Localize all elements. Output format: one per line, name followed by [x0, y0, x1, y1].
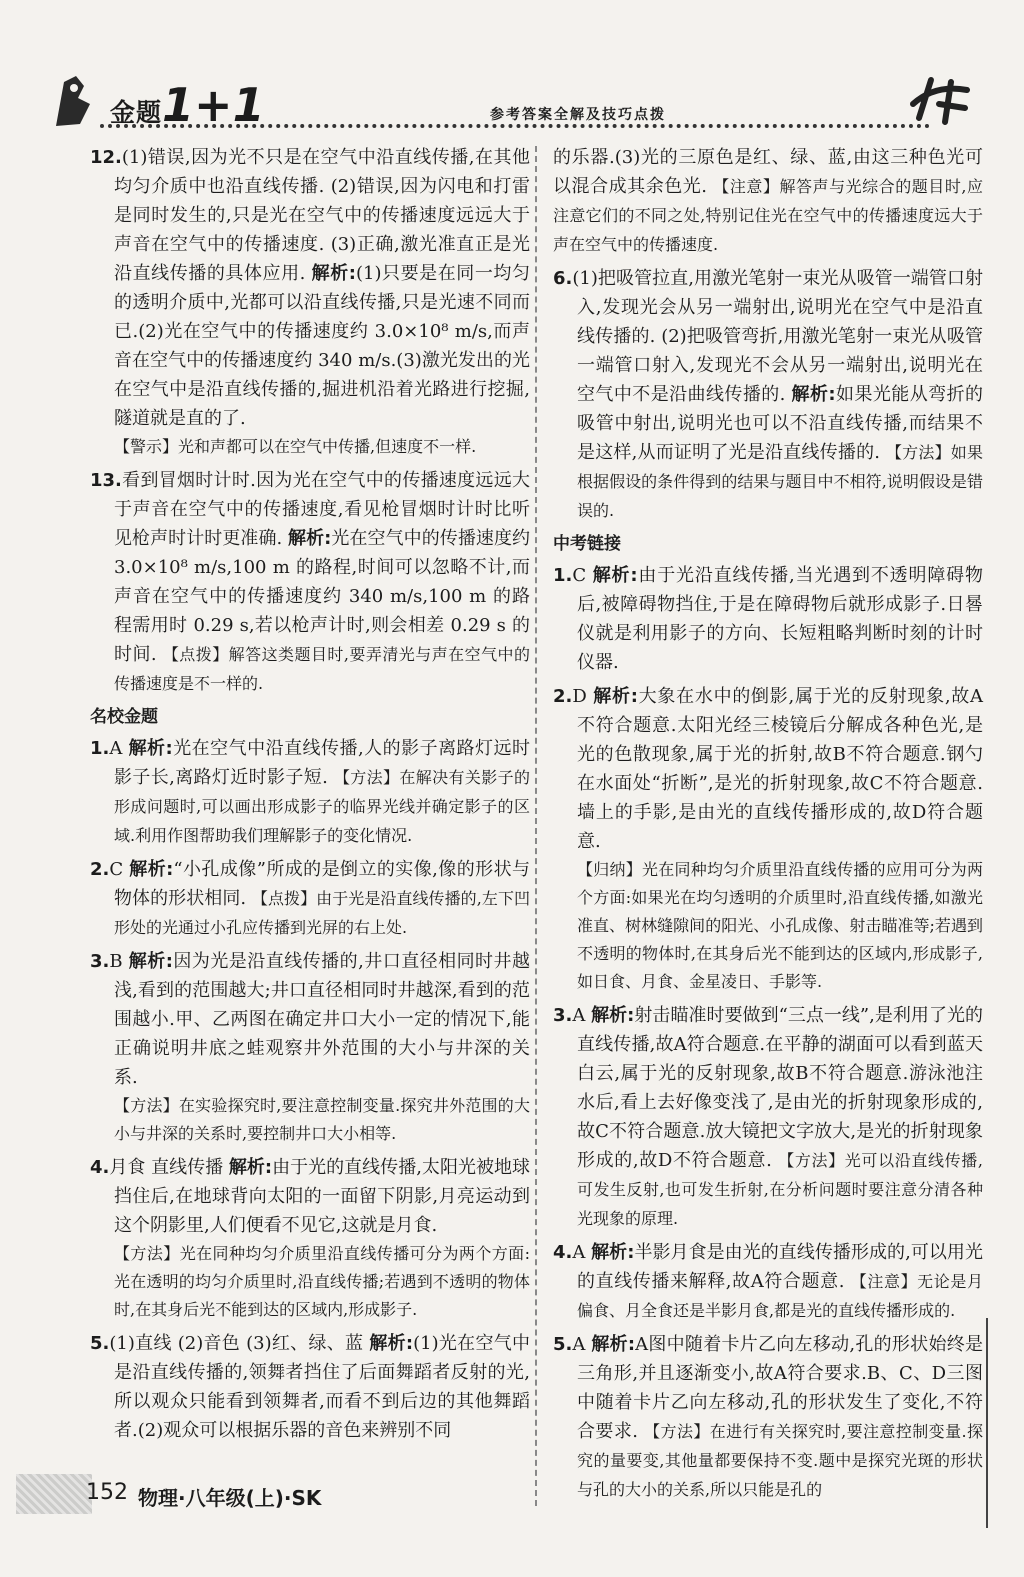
exam-answer-2: 2.D 解析:大象在水中的倒影,属于光的反射现象,故A不符合题意.太阳光经三棱镜后分解成各种色光,是光的色散现象,属于光的折射,故B不符合题意.钢勺在水面处“折断”,是光的折射现象,故C不符合题意.墙上的手影,是由光的直线传播形成的,故D符合题意. 【归纳】光在同种均匀介质里沿直线传播的应用可分为两个方面:如果光在均匀透明的介质里时,沿直线传播,如激光准直、树林缝隙间的阳光、小孔成像、射击瞄准等;若遇到不透明的物体时,在其身后光不能到达的区域内,形成影子,如日食、月食、金星凌日、手影等.: [553, 686, 983, 991]
school-answer-1: 1.A 解析:光在空气中沿直线传播,人的影子离路灯远时影子长,离路灯近时影子短. 【方法】在解决有关影子的形成问题时,可以画出形成影子的临界光线并确定影子的区域.利用作图帮助我们理解影子的变化情况.: [90, 738, 530, 845]
school-answer-5: 5.(1)直线 (2)音色 (3)红、绿、蓝 解析:(1)光在空气中是沿直线传播的,领舞者挡住了后面舞蹈者反射的光,所以观众只能看到领舞者,而看不到后边的其他舞蹈者.(2)观众可以根据乐器的音色来辨别不同: [90, 1333, 531, 1441]
right-column: [553, 143, 983, 1509]
answer-13: 13.看到冒烟时计时.因为光在空气中的传播速度远远大于声音在空气中的传播速度,看见枪冒烟时计时比听见枪声时计时更准确. 解析:光在空气中的传播速度约 3.0×10⁸ m/s,100 m 的路程,时间可以忽略不计,而声音在空气中的传播速度约 340 m/s,100 m 的路程需用时 0.29 s,若以枪声计时,则会相差 0.29 s 的时间. 【点拨】解答这类题目时,要弄清光与声在空气中的传播速度是不一样的.: [90, 470, 531, 693]
page-header: [0, 0, 1024, 150]
exam-answer-4: 4.A 解析:半影月食是由光的直线传播形成的,可以用光的直线传播来解释,故A符合题意. 【注意】无论是月偏食、月全食还是半影月食,都是光的直线传播形成的.: [553, 1242, 983, 1320]
mascot-logo-icon: [50, 74, 98, 128]
column-divider: [535, 146, 537, 1506]
left-column: [90, 143, 530, 1450]
page-number: 152: [86, 1480, 128, 1505]
school-answer-5-continued: 的乐器.(3)光的三原色是红、绿、蓝,由这三种色光可以混合成其余色光. 【注意】解答声与光综合的题目时,应注意它们的不同之处,特别记住光在空气中的传播速度远大于声在空气中的传播速度.: [553, 147, 983, 254]
brand-logo: 金题1+1: [110, 78, 265, 132]
school-answer-2: 2.C 解析:“小孔成像”所成的是倒立的实像,像的形状与物体的形状相同. 【点拨】由于光是沿直线传播的,左下凹形处的光通过小孔应传播到光屏的右上处.: [90, 859, 531, 937]
header-dotted-rule: [100, 124, 930, 128]
header-subtitle: 参考答案全解及技巧点拨: [490, 107, 666, 123]
answer-13-tip: 【点拨】解答这类题目时,要弄清光与声在空气中的传播速度是不一样的.: [114, 645, 530, 693]
exam-answer-5: 5.A 解析:A图中随着卡片乙向左移动,孔的形状始终是三角形,并且逐渐变小,故A符合要求.B、C、D三图中随着卡片乙向左移动,孔的形状发生了变化,不符合要求. 【方法】在进行有关探究时,要注意控制变量.探究的量要变,其他量都要保持不变.题中是探究光斑的形状与孔的大小的关系,所以只能是孔的: [553, 1334, 983, 1499]
footer-texture: [16, 1474, 92, 1514]
answer-12: 12.(1)错误,因为光不只是在空气中沿直线传播,在其他均匀介质中也沿直线传播. (2)错误,因为闪电和打雷是同时发生的,只是光在空气中的传播速度远远大于声音在空气中的传播速度. (3)正确,激光准直正是光沿直线传播的具体应用. 解析:(1)只要是在同一均匀的透明介质中,光都可以沿直线传播,只是光速不同而已.(2)光在空气中的传播速度约 3.0×10⁸ m/s,而声音在空气中的传播速度约 340 m/s.(3)激光发出的光在空气中是沿直线传播的,掘进机沿着光路进行挖掘,隧道就是直的了. 【警示】光和声都可以在空气中传播,但速度不一样.: [90, 143, 530, 461]
school-answer-6: 6.(1)把吸管拉直,用激光笔射一束光从吸管一端管口射入,发现光会从另一端射出,说明光在空气中是沿直线传播的. (2)把吸管弯折,用激光笔射一束光从吸管一端管口射入,发现光不会从另一端射出,说明光在空气中不是沿曲线传播的. 解析:如果光能从弯折的吸管中射出,说明光也可以不沿直线传播,而结果不是这样,从而证明了光是沿直线传播的. 【方法】如果根据假设的条件得到的结果与题目中不相符,说明假设是错误的.: [553, 268, 984, 520]
section-title-exam-link: 中考链接: [553, 534, 621, 554]
school-answer-3: 3.B 解析:因为光是沿直线传播的,井口直径相同时井越浅,看到的范围越大;井口直径相同时井越深,看到的范围越小.甲、乙两图在确定井口大小一定的情况下,能正确说明井底之蛙观察井外范围的大小与井深的关系. 【方法】在实验探究时,要注意控制变量.探究井外范围的大小与井深的关系时,要控制井口大小相等.: [90, 951, 530, 1143]
answer-12-tip: 【警示】光和声都可以在空气中传播,但速度不一样.: [114, 437, 477, 456]
school-answer-4: 4.月食 直线传播 解析:由于光的直线传播,太阳光被地球挡住后,在地球背向太阳的一面留下阴影,月亮运动到这个阴影里,人们便看不见它,这就是月食. 【方法】光在同种均匀介质里沿直线传播可分为两个方面:光在透明的均匀介质里时,沿直线传播;若遇到不透明的物体时,在其身后光不能到达的区域内,形成影子.: [90, 1157, 530, 1319]
exam-answer-1: 1.C 解析:由于光沿直线传播,当光遇到不透明障碍物后,被障碍物挡住,于是在障碍物后就形成影子.日晷仪就是利用影子的方向、长短粗略判断时刻的计时仪器.: [553, 565, 983, 673]
footer-book-title: 物理·八年级(上)·SK: [138, 1486, 322, 1510]
page-footer: [0, 1470, 1024, 1530]
section-title-famous-school: 名校金题: [90, 707, 158, 727]
header-decoration-icon: [905, 74, 975, 130]
exam-answer-3: 3.A 解析:射击瞄准时要做到“三点一线”,是利用了光的直线传播,故A符合题意.在平静的湖面可以看到蓝天白云,属于光的反射现象,故B不符合题意.游泳池注水后,看上去好像变浅了,是由光的折射现象形成的,故C不符合题意.放大镜把文字放大,是光的折射现象形成的,故D不符合题意. 【方法】光可以沿直线传播,可发生反射,也可发生折射,在分析问题时要注意分清各种光现象的原理.: [553, 1005, 983, 1228]
